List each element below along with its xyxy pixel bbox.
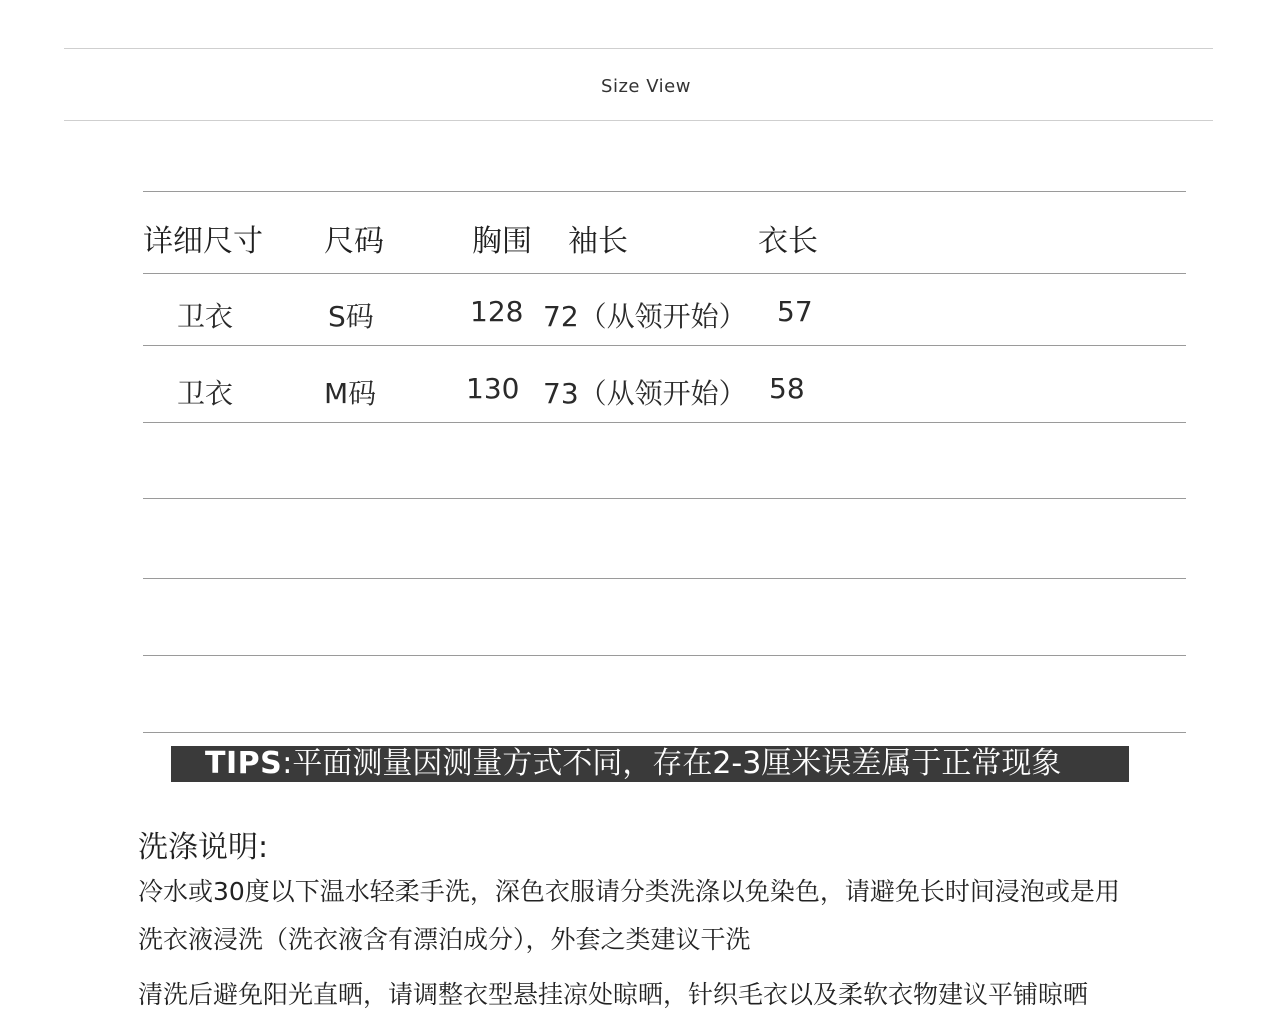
header-bottom-divider xyxy=(64,120,1213,121)
row-size: M码 xyxy=(324,377,377,410)
row-sleeve: 73（从领开始） xyxy=(543,377,747,410)
tips-banner xyxy=(171,746,1129,782)
row-chest: 130 xyxy=(466,372,520,405)
header-size-code: 尺码 xyxy=(324,224,384,259)
header-chest: 胸围 xyxy=(472,224,532,259)
header-length: 衣长 xyxy=(758,224,818,259)
table-divider xyxy=(143,345,1186,346)
header-top-divider xyxy=(64,48,1213,49)
tips-text: :平面测量因测量方式不同，存在2-3厘米误差属于正常现象 xyxy=(282,746,1062,781)
row-size: S码 xyxy=(328,300,374,333)
table-bottom-divider xyxy=(143,732,1186,733)
table-divider xyxy=(143,422,1186,423)
wash-instructions-line: 清洗后避免阳光直晒，请调整衣型悬挂凉处晾晒，针织毛衣以及柔软衣物建议平铺晾晒 xyxy=(138,980,1089,1009)
header-detail-size: 详细尺寸 xyxy=(143,224,263,259)
table-divider xyxy=(143,273,1186,274)
row-item: 卫衣 xyxy=(177,377,234,410)
row-sleeve: 72（从领开始） xyxy=(543,300,747,333)
row-chest: 128 xyxy=(470,295,524,328)
wash-instructions-title: 洗涤说明: xyxy=(138,830,269,865)
row-length: 58 xyxy=(769,372,805,405)
table-divider xyxy=(143,578,1186,579)
wash-instructions-line: 冷水或30度以下温水轻柔手洗，深色衣服请分类洗涤以免染色，请避免长时间浸泡或是用 xyxy=(138,877,1120,906)
tips-label: TIPS xyxy=(205,746,283,781)
wash-instructions-line: 洗衣液浸洗（洗衣液含有漂泊成分），外套之类建议干洗 xyxy=(138,925,751,954)
table-divider xyxy=(143,498,1186,499)
section-title: Size View xyxy=(601,76,691,97)
table-divider xyxy=(143,655,1186,656)
row-length: 57 xyxy=(777,295,813,328)
header-sleeve: 袖长 xyxy=(568,224,628,259)
row-item: 卫衣 xyxy=(177,300,234,333)
table-top-divider xyxy=(143,191,1186,192)
